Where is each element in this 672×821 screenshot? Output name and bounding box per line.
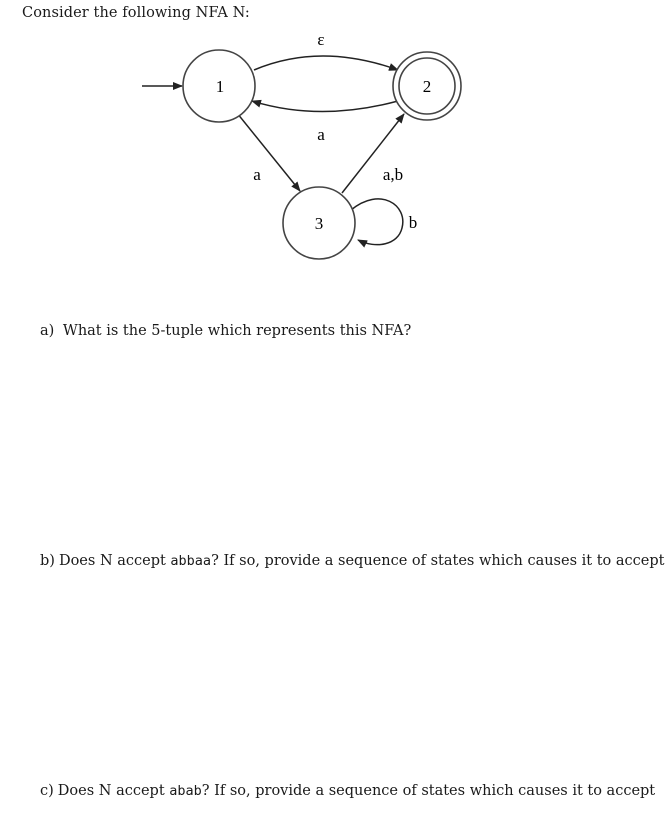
question-b-text-before: Does N accept [58,553,171,569]
question-a [40,323,411,339]
edge-1-to-2 [254,56,398,70]
edge-label-3-to-2: a,b [382,165,404,184]
edge-3-self-loop [351,199,403,245]
question-c-string: abab [169,783,202,799]
question-c-text-after: ? If so, provide a sequence of states which causes it to accept [201,783,656,799]
question-b [40,553,664,569]
question-b-text-after: ? If so, provide a sequence of states which causes it to accept [211,553,665,569]
problem-intro: Consider the following NFA N: [22,5,250,21]
question-b-string: abbaa [170,553,212,569]
state-3-label: 3 [314,214,324,233]
question-c-text-before: Does N accept [57,783,170,799]
question-a-text: What is the 5-tuple which represents this NFA? [62,323,412,339]
edge-label-epsilon: ε [317,30,325,49]
edge-1-to-3 [237,113,300,191]
edge-2-to-1 [252,101,398,112]
question-c [40,783,655,799]
question-a-label: a) [40,323,55,339]
question-c-label: c) [40,783,54,799]
edge-label-2-to-1: a [317,125,325,144]
nfa-diagram [0,0,672,290]
edge-label-1-to-3: a [253,165,261,184]
state-2-label: 2 [422,77,432,96]
question-b-label: b) [40,553,55,569]
edge-label-self-loop: b [408,213,418,232]
state-1-label: 1 [215,77,225,96]
